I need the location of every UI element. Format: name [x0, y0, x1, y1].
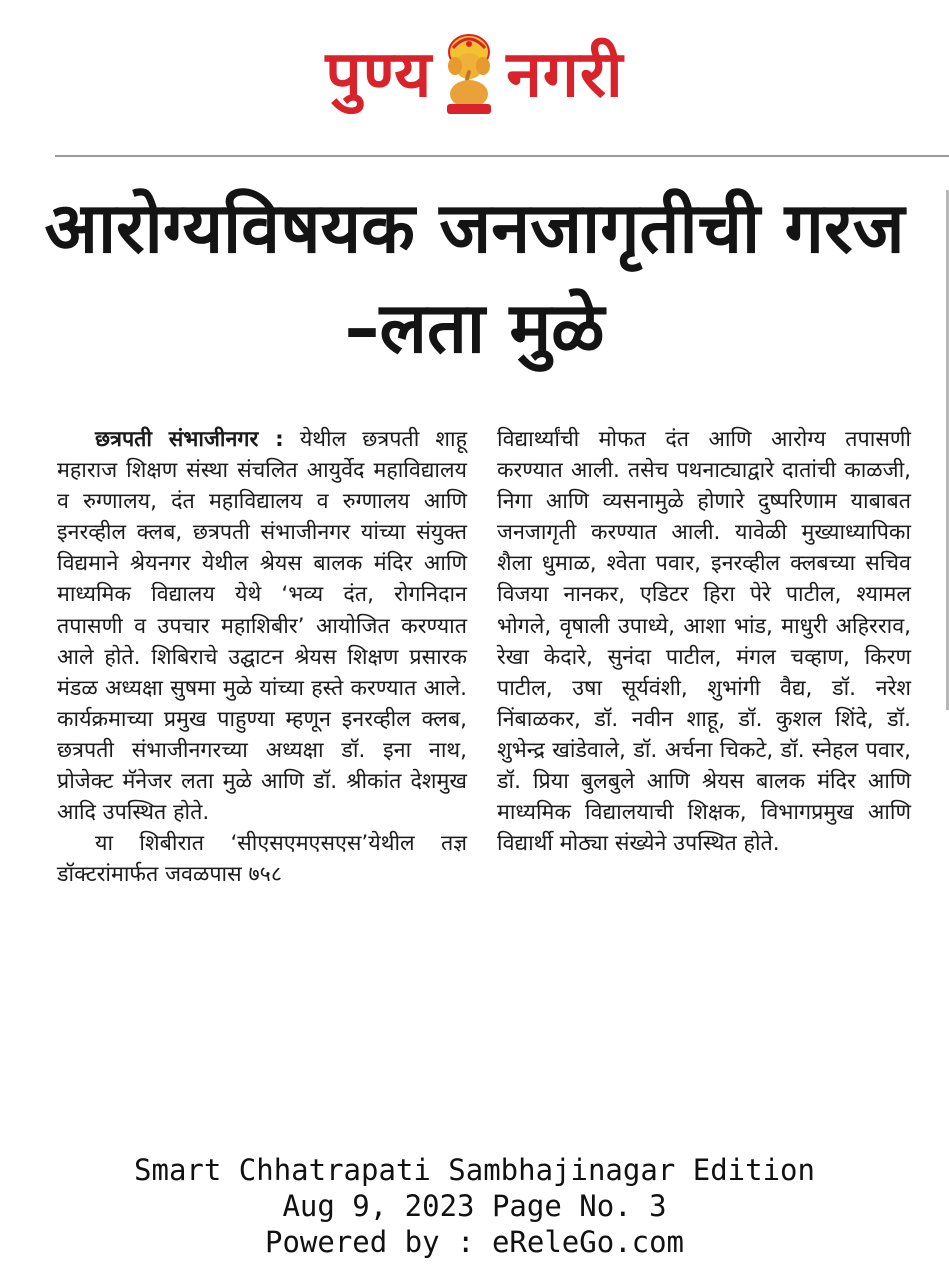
brand-name-right: नगरी: [506, 38, 624, 112]
article-paragraph-2: या शिबीरात ‘सीएसएमएसएस’येथील तज्ञ डॉक्टरांमार्फत जवळपास ७५८: [57, 831, 467, 888]
article-headline: आरोग्यविषयक जनजागृतीची गरज –लता मुळे: [44, 187, 905, 369]
powered-by: Powered by : eReleGo.com: [264, 1225, 685, 1259]
edition-name: Smart Chhatrapati Sambhajinagar Edition: [134, 1153, 815, 1187]
masthead-divider: [55, 155, 949, 157]
article-dateline: छत्रपती संभाजीनगर :: [95, 427, 284, 452]
brand-name-left: पुण्य: [325, 38, 433, 112]
article-column-left: [57, 424, 467, 890]
edition-date-page: Aug 9, 2023 Page No. 3: [282, 1189, 667, 1223]
article-column-right: [497, 424, 911, 859]
masthead: [0, 20, 949, 130]
ganesha-emblem-icon: [438, 32, 500, 118]
article-paragraph-1: [57, 424, 467, 828]
article-paragraph-1-body: येथील छत्रपती शाहू महाराज शिक्षण संस्था संचलित आयुर्वेद महाविद्यालय व रुग्णालय, दंत महाविद्यालय व रुग्णालय आणि इनरव्हील क्लब, छत्रपती संभाजीनगर यांच्या संयुक्त विद्यमाने श्रेयनगर येथील श्रेयस बालक मंदिर आणि माध्यमिक विद्यालय येथे ‘भव्य दंत, रोगनिदान तपासणी व उपचार महाशिबीर’ आयोजित करण्यात आले होते. शिबिराचे उद्घाटन श्रेयस शिक्षण प्रसारक मंडळ अध्यक्षा सुषमा मुळे यांच्या हस्ते करण्यात आले. कार्यक्रमाच्या प्रमुख पाहुण्या म्हणून इनरव्हील क्लब, छत्रपती संभाजीनगरच्या अध्यक्षा डॉ. इना नाथ, प्रोजेक्ट मॅनेजर लता मुळे आणि डॉ. श्रीकांत देशमुख आदि उपस्थित होते.: [57, 427, 467, 826]
article-paragraph-2-continued: विद्यार्थ्यांची मोफत दंत आणि आरोग्य तपासणी करण्यात आली. तसेच पथनाट्याद्वारे दातांची काळजी, निगा आणि व्यसनामुळे होणारे दुष्परिणाम याबाबत जनजागृती करण्यात आली. यावेळी मुख्याध्यापिका शैला धुमाळ, श्वेता पवार, इनरव्हील क्लबच्या सचिव विजया नानकर, एडिटर हिरा पेरे पाटील, श्यामल भोगले, वृषाली उपाध्ये, आशा भांड, माधुरी अहिरराव, रेखा केदारे, सुनंदा पाटील, मंगल चव्हाण, किरण पाटील, उषा सूर्यवंशी, शुभांगी वैद्य, डॉ. नरेश निंबाळकर, डॉ. नवीन शाहू, डॉ. कुशल शिंदे, डॉ. शुभेन्द्र खांडेवाले, डॉ. अर्चना चिकटे, डॉ. स्नेहल पवार, डॉ. प्रिया बुलबुले आणि श्रेयस बालक मंदिर आणि माध्यमिक विद्यालयाची शिक्षक, विभागप्रमुख आणि विद्यार्थी मोठ्या संख्येने उपस्थित होते.: [497, 427, 911, 857]
newspaper-logo: [325, 32, 623, 118]
edition-footer: [0, 1152, 949, 1260]
